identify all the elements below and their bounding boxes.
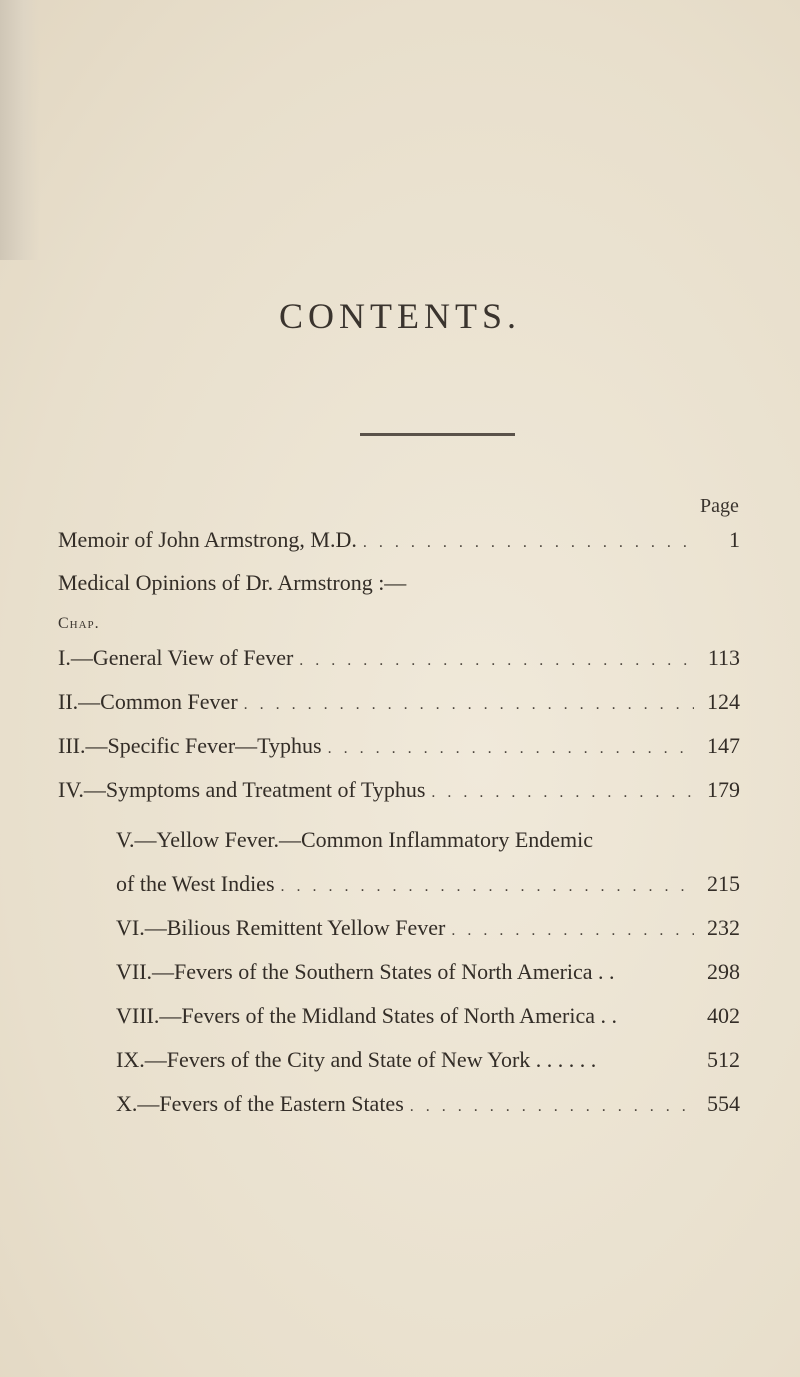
toc-entry-page: 147: [707, 733, 740, 758]
toc-entry-text: IV.—Symptoms and Treatment of Typhus: [58, 777, 426, 802]
chapter-label: Chap.: [58, 615, 100, 632]
dot-leader: [281, 878, 694, 896]
toc-entry-ch4: [58, 777, 740, 803]
toc-entry-page: 512: [707, 1047, 740, 1072]
page-column-label: Page: [700, 495, 739, 517]
toc-entry-ch8: [116, 1003, 740, 1029]
toc-entry-text: VIII.—Fevers of the Midland States of North America . .: [116, 1003, 617, 1028]
page-title: CONTENTS.: [279, 296, 521, 336]
dot-leader: [299, 652, 694, 670]
toc-entry-ch3: [58, 733, 740, 759]
toc-entry-page: 298: [707, 959, 740, 984]
toc-entry-page: 179: [707, 777, 740, 802]
toc-entry-text: III.—Specific Fever—Typhus: [58, 733, 322, 758]
dot-leader: [410, 1098, 694, 1116]
dot-leader: [431, 784, 694, 802]
toc-entry-ch6: [116, 915, 740, 941]
toc-entry-text: X.—Fevers of the Eastern States: [116, 1091, 404, 1116]
toc-entry-page: 215: [707, 871, 740, 896]
toc-entry-text: VI.—Bilious Remittent Yellow Fever: [116, 915, 446, 940]
toc-entry-text: of the West Indies: [116, 871, 275, 896]
toc-entry-text: IX.—Fevers of the City and State of New York . . . . . .: [116, 1047, 597, 1072]
toc-entry-page: 554: [707, 1091, 740, 1116]
toc-entry-ch5-title: V.—Yellow Fever.—Common Inflammatory Endemic: [116, 827, 594, 852]
toc-entry-page: 1: [729, 527, 740, 552]
dot-leader: [328, 740, 694, 758]
dot-leader: [244, 696, 694, 714]
toc-entry-ch10: [116, 1091, 740, 1117]
toc-entry-ch7: [116, 959, 740, 985]
toc-entry-text: II.—Common Fever: [58, 689, 238, 714]
dot-leader: [363, 534, 694, 552]
section-heading-opinions: Medical Opinions of Dr. Armstrong :—: [58, 570, 407, 595]
toc-entry-ch9: [116, 1047, 740, 1073]
toc-entry-page: 124: [707, 689, 740, 714]
toc-entry-page: 113: [707, 645, 740, 670]
toc-entry-page: 232: [707, 915, 740, 940]
dot-leader: [451, 922, 694, 940]
toc-entry-text: Memoir of John Armstrong, M.D.: [58, 527, 357, 552]
toc-entry-memoir: [58, 527, 740, 553]
toc-entry-text: I.—General View of Fever: [58, 645, 294, 670]
toc-entry-ch5: [116, 871, 740, 897]
toc-entry-ch2: [58, 689, 740, 715]
title-rule: [360, 433, 515, 436]
page-edge-shadow: [0, 0, 40, 260]
toc-entry-text: VII.—Fevers of the Southern States of North America . .: [116, 959, 615, 984]
toc-entry-page: 402: [707, 1003, 740, 1028]
toc-entry-ch1: [58, 645, 740, 671]
